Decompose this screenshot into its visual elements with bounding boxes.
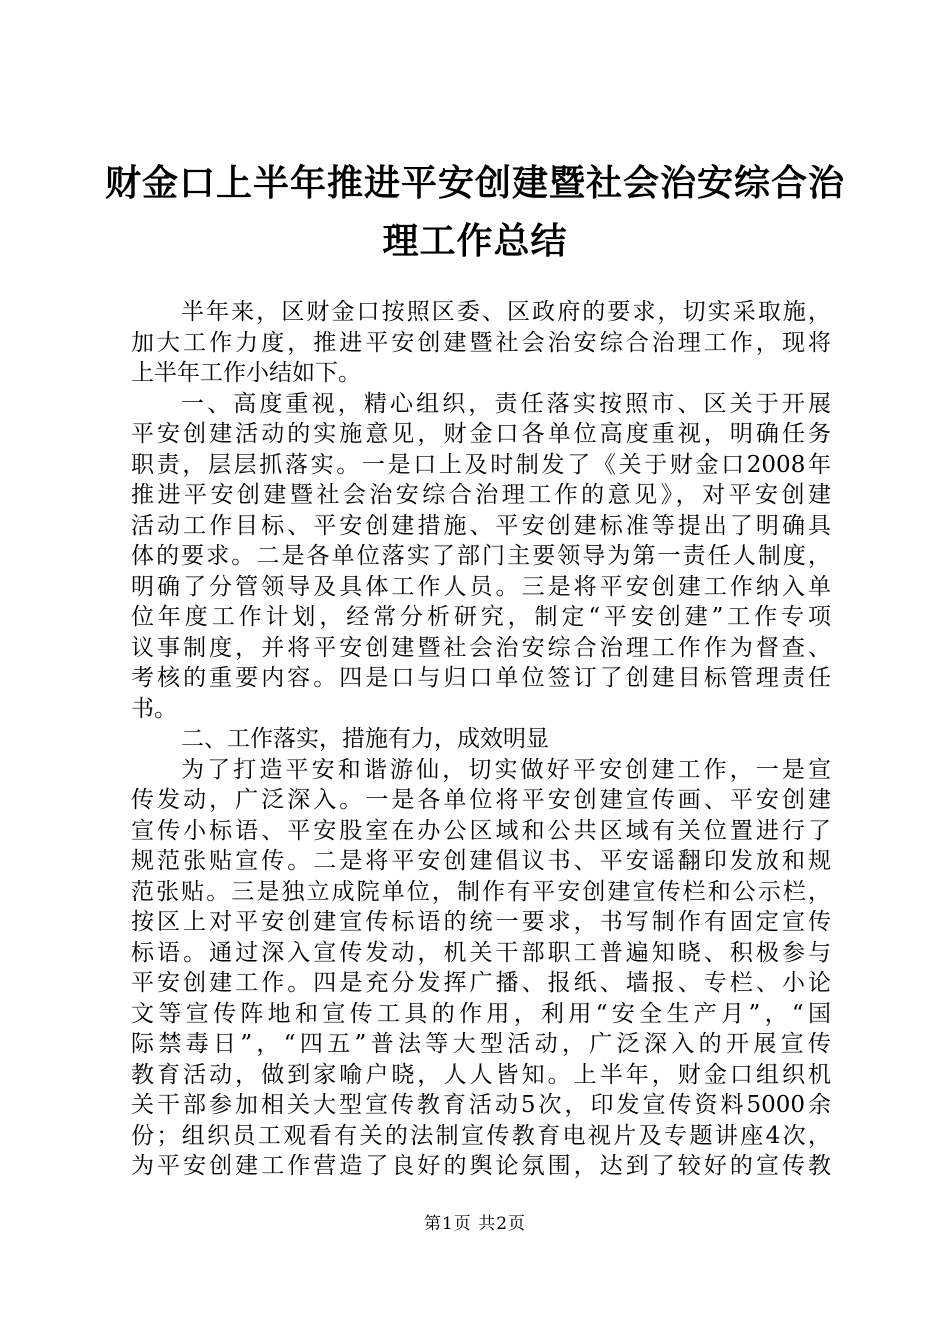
body-line: 书。 bbox=[131, 695, 177, 722]
body-line: 为平安创建工作营造了良好的舆论氛围，达到了较好的宣传教 bbox=[131, 1153, 831, 1179]
body-line: 加大工作力度，推进平安创建暨社会治安综合治理工作，现将 bbox=[131, 329, 831, 356]
body-line: 位年度工作计划，经常分析研究，制定“平安创建”工作专项 bbox=[131, 604, 831, 630]
body-line: 关干部参加相关大型宣传教育活动5次，印发宣传资料5000余 bbox=[131, 1092, 831, 1118]
body-line: 上半年工作小结如下。 bbox=[131, 360, 361, 386]
section-heading-2: 二、工作落实，措施有力，成效明显 bbox=[181, 726, 549, 752]
body-line: 份；组织员工观看有关的法制宣传教育电视片及专题讲座4次， bbox=[131, 1122, 831, 1149]
body-line: 活动工作目标、平安创建措施、平安创建标准等提出了明确具 bbox=[131, 512, 831, 539]
body-line: 推进平安创建暨社会治安综合治理工作的意见》，对平安创建 bbox=[131, 482, 831, 508]
body-line: 半年来，区财金口按照区委、区政府的要求，切实采取施， bbox=[181, 299, 831, 325]
body-line: 规范张贴宣传。二是将平安创建倡议书、平安谣翻印发放和规 bbox=[131, 848, 831, 874]
body-line: 按区上对平安创建宣传标语的统一要求，书写制作有固定宣传 bbox=[131, 909, 831, 935]
body-line: 传发动，广泛深入。一是各单位将平安创建宣传画、平安创建 bbox=[131, 787, 831, 813]
body-line: 明确了分管领导及具体工作人员。三是将平安创建工作纳入单 bbox=[131, 573, 831, 600]
section-heading-1: 一、高度重视，精心组织，责任落实按照市、区关于开展 bbox=[181, 390, 831, 417]
document-title-line-1: 财金口上半年推进平安创建暨社会治安综合治 bbox=[104, 163, 845, 204]
body-line: 平安创建活动的实施意见，财金口各单位高度重视，明确任务 bbox=[131, 421, 831, 447]
body-line: 职责，层层抓落实。一是口上及时制发了《关于财金口2008年 bbox=[131, 451, 831, 478]
body-line: 标语。通过深入宣传发动，机关干部职工普遍知晓、积极参与 bbox=[131, 939, 831, 966]
body-line: 教育活动，做到家喻户晓，人人皆知。上半年，财金口组织机 bbox=[131, 1061, 831, 1088]
body-line: 范张贴。三是独立成院单位，制作有平安创建宣传栏和公示栏， bbox=[131, 878, 831, 905]
body-line: 际禁毒日”，“四五”普法等大型活动，广泛深入的开展宣传 bbox=[131, 1031, 831, 1057]
body-line: 议事制度，并将平安创建暨社会治安综合治理工作作为督查、 bbox=[131, 634, 831, 661]
body-line: 考核的重要内容。四是口与归口单位签订了创建目标管理责任 bbox=[131, 665, 831, 691]
document-body bbox=[131, 297, 831, 1182]
body-line: 为了打造平安和谐游仙，切实做好平安创建工作，一是宣 bbox=[181, 756, 831, 783]
page-number-footer: 第1页 共2页 bbox=[423, 1214, 527, 1234]
document-title-line-2: 理工作总结 bbox=[382, 221, 568, 262]
body-line: 宣传小标语、平安股室在办公区域和公共区域有关位置进行了 bbox=[131, 817, 831, 844]
body-line: 体的要求。二是各单位落实了部门主要领导为第一责任人制度， bbox=[131, 543, 831, 569]
body-line: 文等宣传阵地和宣传工具的作用，利用“安全生产月”，“国 bbox=[131, 1000, 831, 1027]
body-line: 平安创建工作。四是充分发挥广播、报纸、墙报、专栏、小论 bbox=[131, 970, 831, 996]
